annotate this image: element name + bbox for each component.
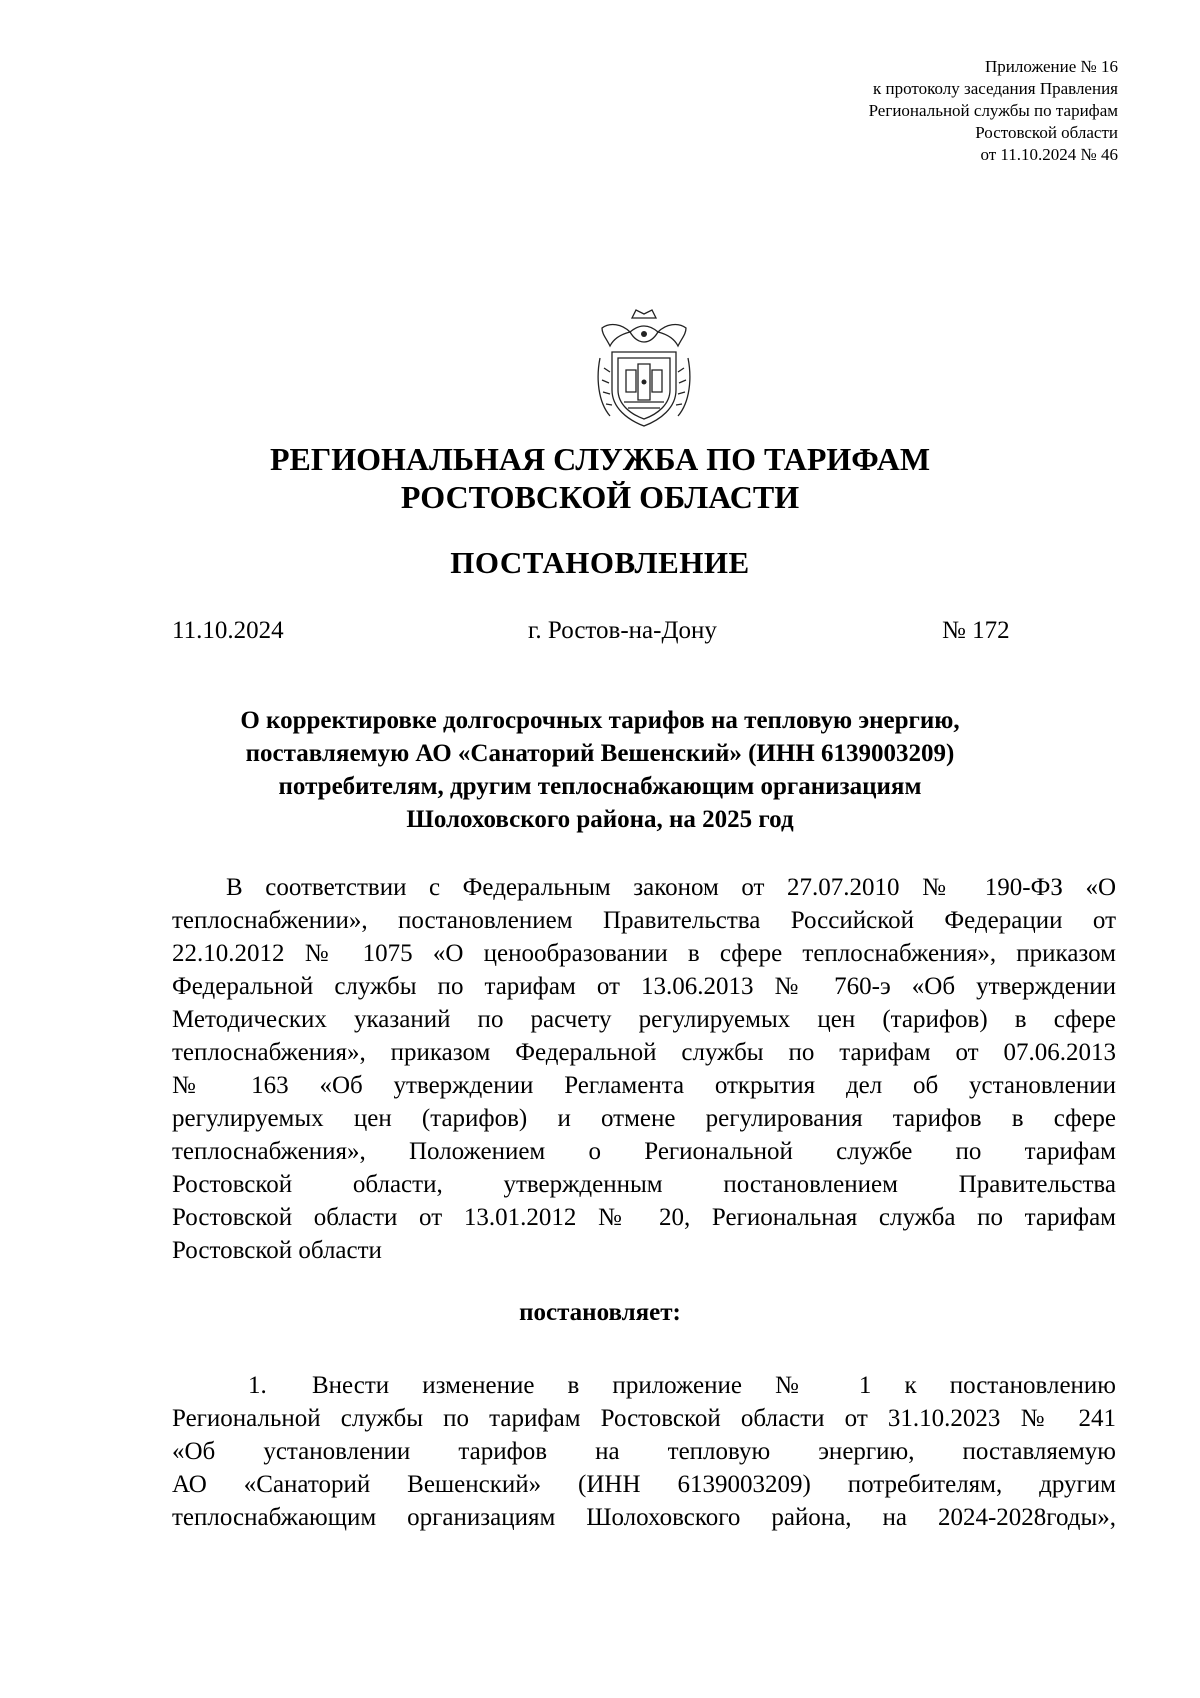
organization-name — [0, 440, 1200, 516]
appendix-line: Региональной службы по тарифам — [868, 101, 1118, 120]
item-first-line — [172, 1369, 1116, 1402]
subject-line: поставляемую АО «Санаторий Вешенский» (ИНН 6139003209) — [245, 740, 955, 767]
preamble-line: № 163 «Об утверждении Регламента открытия дел об установлении — [172, 1072, 1116, 1099]
resolution-item-1 — [172, 1369, 1116, 1534]
item-line: теплоснабжающим организациям Шолоховского района, на 2024-2028годы», — [172, 1504, 1116, 1531]
appendix-line: Приложение № 16 — [985, 57, 1118, 76]
document-type: ПОСТАНОВЛЕНИЕ — [450, 545, 750, 580]
preamble-line: теплоснабжении», постановлением Правительства Российской Федерации от — [172, 907, 1116, 934]
document-number: № 172 — [942, 617, 1010, 644]
appendix-note — [698, 56, 1118, 166]
preamble-line: теплоснабжения», Положением о Региональной службе по тарифам — [172, 1138, 1116, 1165]
organization-line: РЕГИОНАЛЬНАЯ СЛУЖБА ПО ТАРИФАМ — [269, 441, 931, 477]
preamble-line: регулируемых цен (тарифов) и отмене регулирования тарифов в сфере — [172, 1105, 1116, 1132]
subject-line: О корректировке долгосрочных тарифов на тепловую энергию, — [240, 707, 960, 734]
preamble-line: теплоснабжения», приказом Федеральной службы по тарифам от 07.06.2013 — [172, 1039, 1116, 1066]
appendix-line: к протоколу заседания Правления — [873, 79, 1118, 98]
document-meta — [172, 613, 1024, 649]
preamble-line: Ростовской области — [172, 1237, 382, 1264]
preamble-line: Ростовской области от 13.01.2012 № 20, Региональная служба по тарифам — [172, 1204, 1116, 1231]
document-city: г. Ростов-на-Дону — [528, 617, 717, 644]
appendix-line: от 11.10.2024 № 46 — [980, 145, 1118, 164]
preamble-line: Методических указаний по расчету регулируемых цен (тарифов) в сфере — [172, 1006, 1116, 1033]
coat-of-arms-icon — [592, 308, 696, 430]
organization-line: РОСТОВСКОЙ ОБЛАСТИ — [400, 479, 800, 515]
preamble-line: В соответствии с Федеральным законом от 27.07.2010 № 190-ФЗ «О — [226, 874, 1116, 901]
preamble-line: Ростовской области, утвержденным постановлением Правительства — [172, 1171, 1116, 1198]
preamble-paragraph — [172, 871, 1116, 1267]
preamble-line: 22.10.2012 № 1075 «О ценообразовании в сфере теплоснабжения», приказом — [172, 940, 1116, 967]
item-line: Внести изменение в приложение № 1 к постановлению — [312, 1372, 1116, 1399]
appendix-line: Ростовской области — [975, 123, 1118, 142]
subject-line: потребителям, другим теплоснабжающим организациям — [278, 773, 922, 800]
subject-line: Шолоховского района, на 2025 год — [406, 806, 794, 833]
document-date: 11.10.2024 — [172, 617, 284, 644]
item-line: Региональной службы по тарифам Ростовской области от 31.10.2023 № 241 — [172, 1405, 1116, 1432]
item-line: «Об установлении тарифов на тепловую энергию, поставляемую — [172, 1438, 1116, 1465]
document-subject — [0, 704, 1200, 836]
item-number: 1. — [248, 1372, 267, 1399]
preamble-line: Федеральной службы по тарифам от 13.06.2013 № 760-э «Об утверждении — [172, 973, 1116, 1000]
resolves-heading: постановляет: — [519, 1299, 681, 1326]
item-line: АО «Санаторий Вешенский» (ИНН 6139003209) потребителям, другим — [172, 1471, 1116, 1498]
